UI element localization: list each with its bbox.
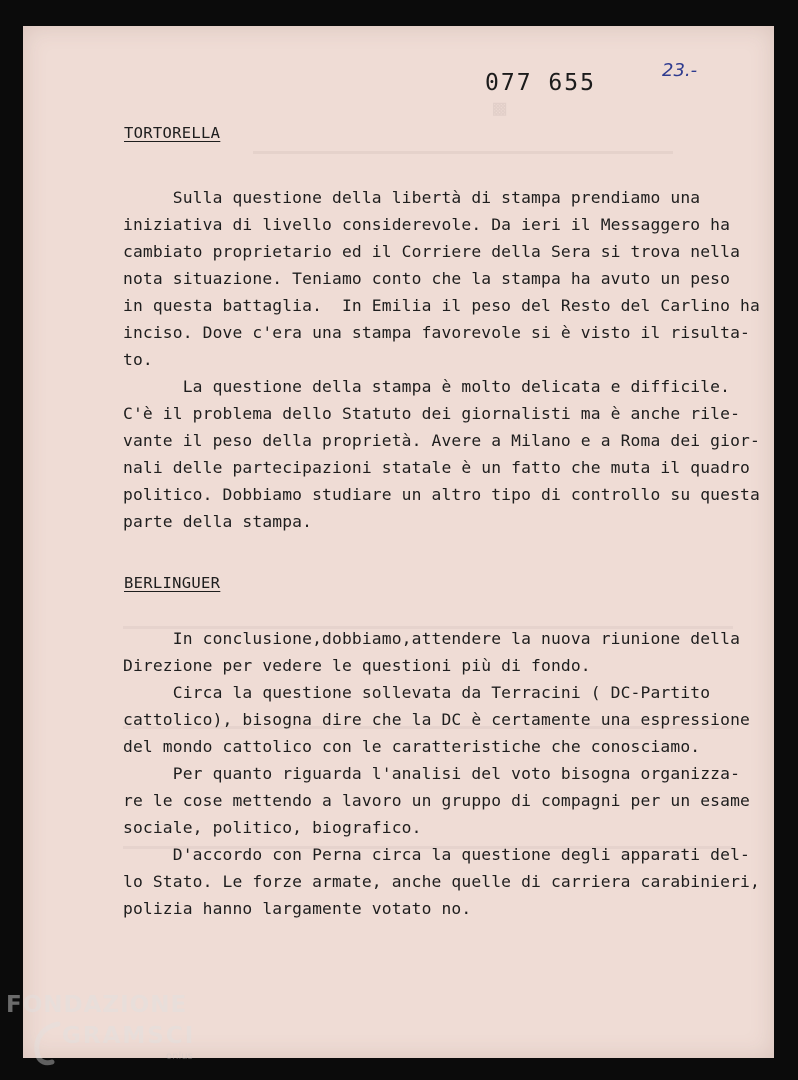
text-line: cambiato proprietario ed il Corriere della Sera si trova nella [123,242,741,261]
text-line: C'è il problema dello Statuto dei giornalisti ma è anche rile- [123,404,741,423]
text-line: Circa la questione sollevata da Terracini ( DC-Partito [123,683,711,702]
text-line: In conclusione,dobbiamo,attendere la nuova riunione della [123,629,741,648]
text-line: nota situazione. Teniamo conto che la stampa ha avuto un peso [123,269,731,288]
text-line: vante il peso della proprietà. Avere a Milano e a Roma dei gior- [123,431,760,450]
watermark-line-3: onlus [166,1051,193,1062]
text-line: parte della stampa. [123,512,313,531]
text-line: Sulla questione della libertà di stampa prendiamo una [123,188,701,207]
text-line: in questa battaglia. In Emilia il peso del Resto del Carlino ha [123,296,760,315]
logo-swoosh-icon [32,1020,62,1066]
bleed-through-text: ▩ [23,26,774,1058]
text-line: polizia hanno largamente votato no. [123,899,472,918]
watermark-line-1: FONDAZIONE [6,992,188,1018]
text-line: inciso. Dove c'era una stampa favorevole si è visto il risulta- [123,323,750,342]
fondazione-gramsci-watermark [6,992,196,1062]
text-line: nali delle partecipazioni statale è un fatto che muta il quadro [123,458,750,477]
handwritten-page-number: 23.- [662,60,698,81]
speaker-heading-berlinguer: BERLINGUER [124,574,221,592]
document-page [23,26,774,1058]
text-line: Direzione per vedere le questioni più di fondo. [123,656,591,675]
text-line: iniziativa di livello considerevole. Da ieri il Messaggero ha [123,215,731,234]
section-text-berlinguer [123,625,760,922]
text-line: re le cose mettendo a lavoro un gruppo di compagni per un esame [123,791,750,810]
speaker-heading-tortorella: TORTORELLA [124,124,221,142]
section-text-tortorella [123,184,760,535]
text-line: sociale, politico, biografico. [123,818,422,837]
text-line: lo Stato. Le forze armate, anche quelle di carriera carabinieri, [123,872,760,891]
text-line: to. [123,350,153,369]
text-line: politico. Dobbiamo studiare un altro tipo di controllo su questa [123,485,760,504]
text-line: La questione della stampa è molto delicata e difficile. [123,377,731,396]
text-line: cattolico), bisogna dire che la DC è certamente una espressione [123,710,750,729]
text-line: del mondo cattolico con le caratteristiche che conosciamo. [123,737,701,756]
document-number: 077 655 [485,70,596,96]
watermark-line-2: GRAMSCI [62,1023,196,1049]
text-line: D'accordo con Perna circa la questione degli apparati del- [123,845,750,864]
text-line: Per quanto riguarda l'analisi del voto bisogna organizza- [123,764,741,783]
